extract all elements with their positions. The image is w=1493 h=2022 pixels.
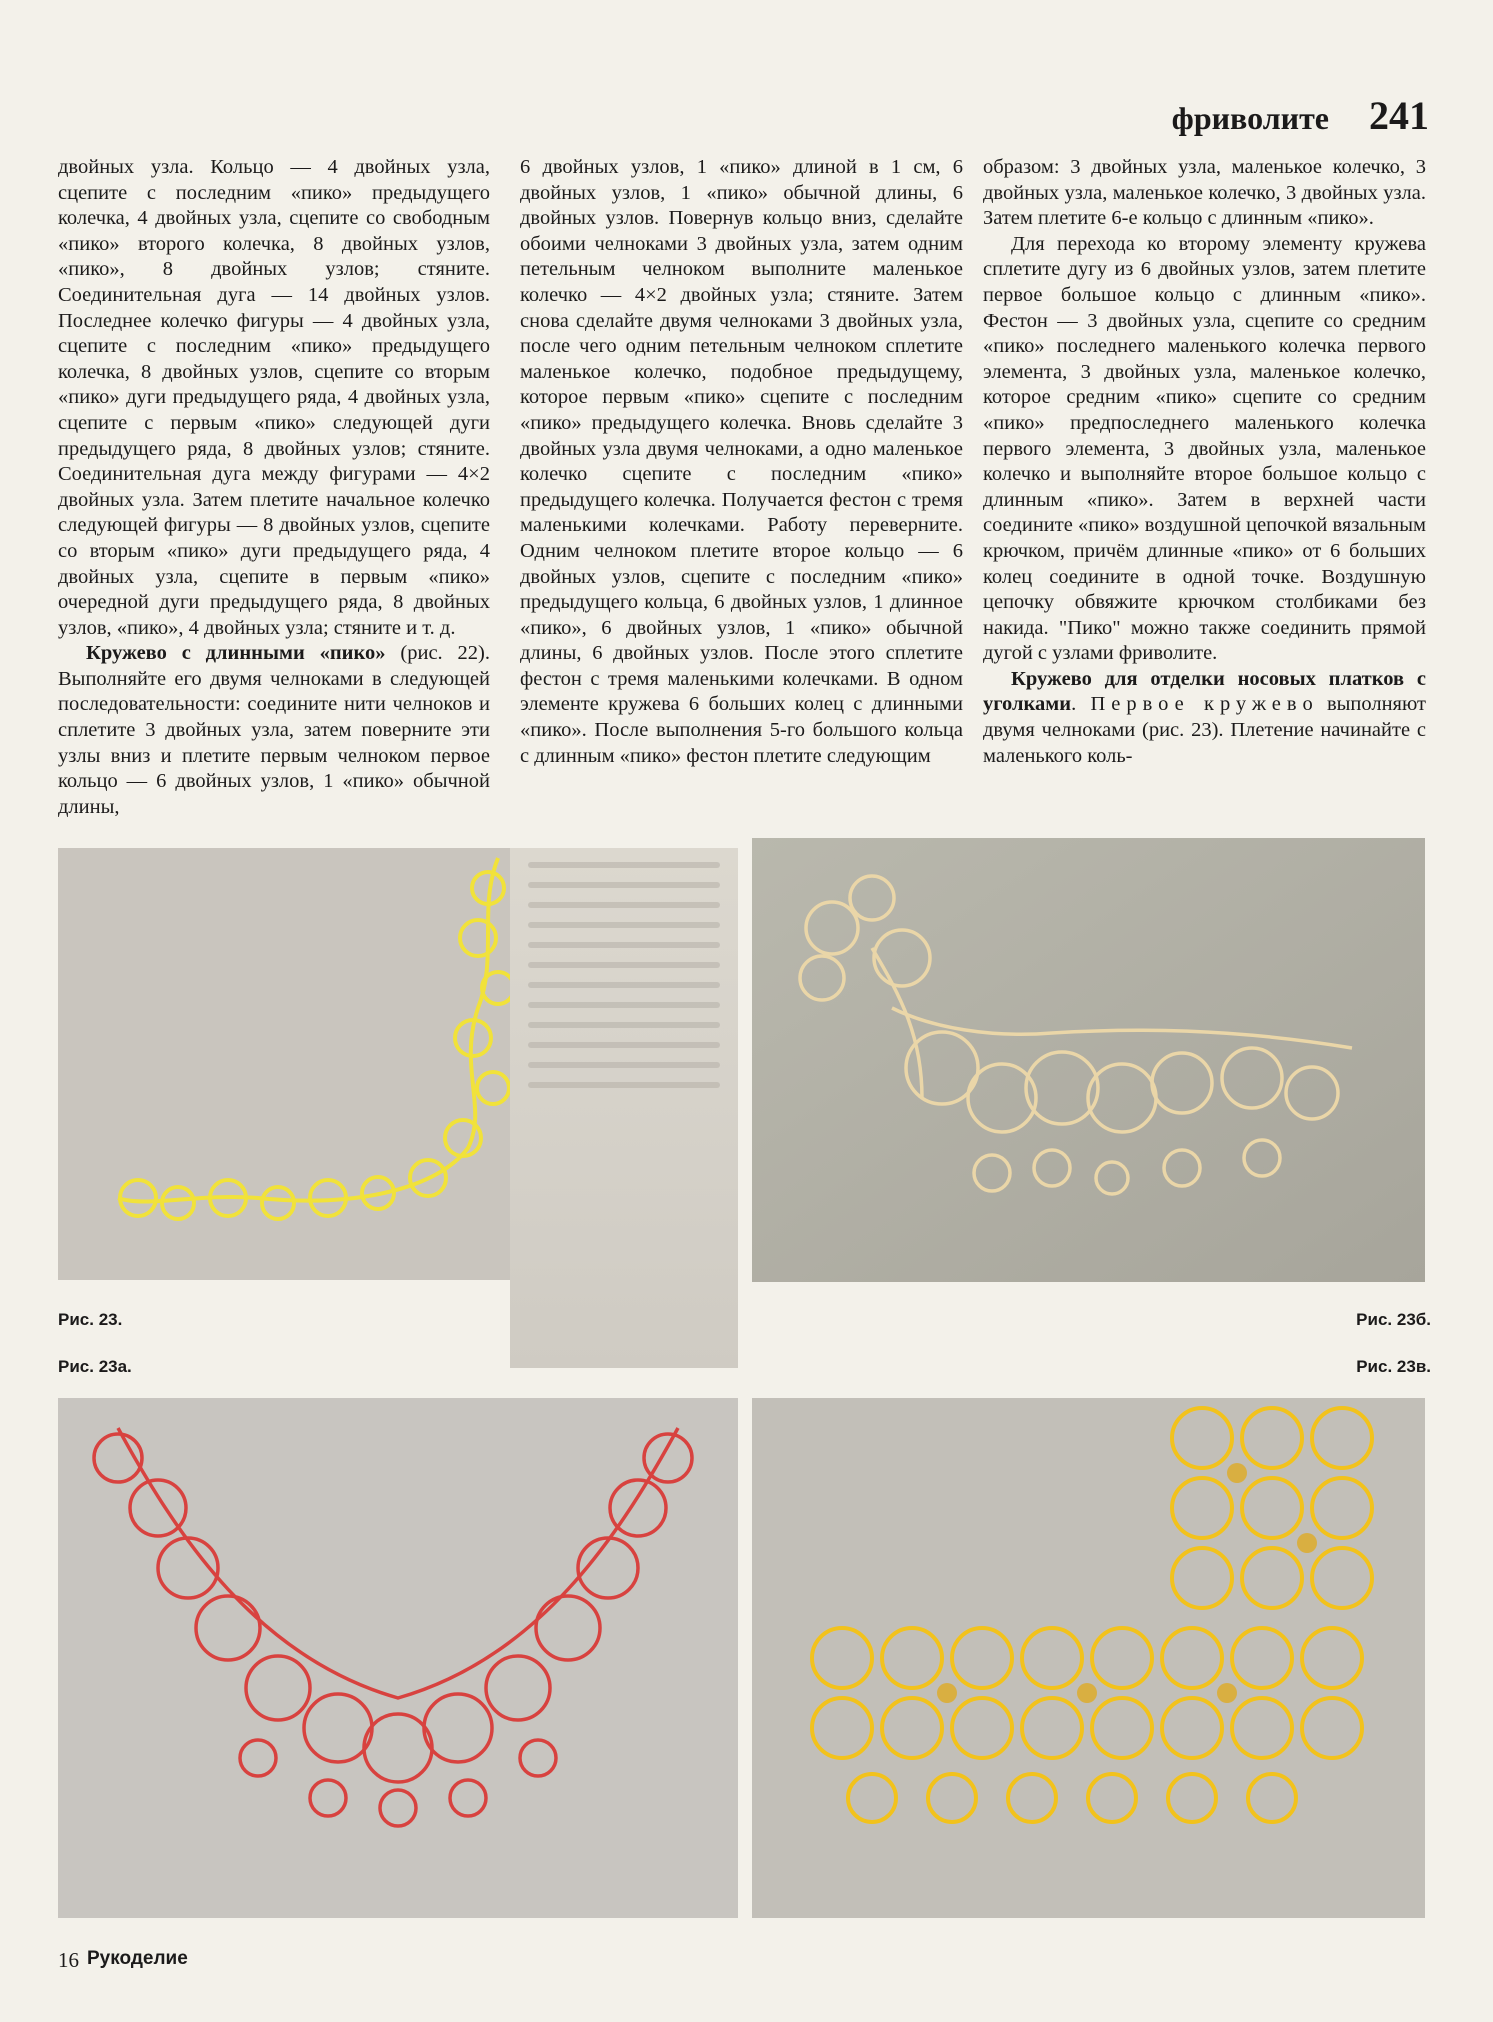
paragraph-text: (рис. 22). Выполняйте его двумя челноками в следующей последовательности: соедините нити челноков и сплетите 3 двойных узла, затем поверните эти узлы вниз и плетите первым челноком первое кольцо — 6 двойных узлов, 1 «пико» обычной длины, [58,642,490,818]
page-number: 241 [1369,93,1429,138]
text-column-2 [520,155,963,769]
footer-page-number: 16 [58,1948,79,1972]
paragraph: 6 двойных узлов, 1 «пико» длиной в 1 см, 6 двойных узлов, 1 «пико» обычной длины, 6 двойных узлов. Повернув кольцо вниз, сделайте обоими челноками 3 двойных узла, затем одним петельным челноком выполните маленькое колечко — 4×2 двойных узла; стяните. Затем снова сделайте двумя челноками 3 двойных узла, после чего одним петельным челноком сплетите маленькое колечко, подобное предыдущему, которое первым «пико» сцепите с последним «пико» предыдущего колечка. Вновь сделайте 3 двойных узла двумя челноками, а одно маленькое колечко сцепите с последним «пико» предыдущего колечка. Получается фестон с тремя маленькими колечками. Работу переверните. Одним челноком плетите второе кольцо — 6 двойных узлов, сцепите с последним «пико» предыдущего кольца, 6 двойных узлов, 1 длинное «пико», 6 двойных узлов, 1 «пико» обычной длины, 6 двойных узлов. После этого сплетите фестон с тремя маленькими колечками. В одном элементе кружева 6 больших колец с длинными «пико». После выполнения 5-го большого кольца с длинным «пико» фестон плетите следующим [520,156,963,767]
page-footer [58,1948,188,1973]
text-column-3 [983,155,1426,769]
paragraph [983,667,1426,769]
figure-23-image [58,848,520,1280]
figure-23b-image [752,838,1425,1282]
figure-caption: Рис. 23б. [1356,1310,1431,1329]
figure-caption: Рис. 23в. [1356,1357,1431,1376]
faded-background-area [510,848,738,1368]
magazine-name: Рукоделие [87,1948,188,1969]
spaced-text: Первое кружево [1076,693,1319,716]
figure-23v-image [752,1398,1425,1918]
figure-caption: Рис. 23. [58,1310,123,1329]
section-title: фриволите [1171,100,1329,136]
paragraph: двойных узла. Кольцо — 4 двойных узла, сцепите с последним «пико» предыдущего колечка, 4 двойных узла, сцепите со свободным «пико» второго колечка, 8 двойных узлов, «пико», 8 двойных узлов; стяните. Соединительная дуга — 14 двойных узлов. Последнее колечко фигуры — 4 двойных узла, сцепите с последним «пико» предыдущего колечка, 8 двойных узлов, сцепите со вторым «пико» дуги предыдущего ряда, 4 двойных узла, сцепите с первым «пико» следующей дуги предыдущего ряда, 8 двойных узлов; стяните. Соединительная дуга между фигурами — 4×2 двойных узла. Затем плетите начальное колечко следующей фигуры — 8 двойных узлов, сцепите со вторым «пико» дуги предыдущего ряда, 4 двойных узла, сцепите в первым «пико» очередной дуги предыдущего ряда, 8 двойных узлов, «пико», 4 двойных узла; стяните и т. д. [58,156,490,639]
page-header [1172,92,1429,139]
paragraph: Для перехода ко второму элементу кружева сплетите дугу из 6 двойных узлов, затем плетите первое большое кольцо с длинным «пико». Фестон — 3 двойных узла, сцепите со средним «пико» последнего маленького колечка первого элемента, 3 двойных узла, маленькое колечко, которое средним «пико» сцепите со средним «пико» предпоследнего маленького колечка первого элемента, 3 двойных узла, маленькое колечко и выполняйте второе большое кольцо с длинным «пико». Затем в верхней части соедините «пико» воздушной цепочкой вязальным крючком, причём длинные «пико» от 6 больших колец соедините в одной точке. Воздушную цепочку обвяжите крючком столбиками без накида. "Пико" можно также соединить прямой дугой с узлами фриволите. [983,232,1426,665]
punctuation: . [1071,693,1077,716]
subheading: Кружево для отделки носовых платков с уголками [983,667,1426,716]
paragraph: образом: 3 двойных узла, маленькое колечко, 3 двойных узла, маленькое колечко, 3 двойных узла. Затем плетите 6-е кольцо с длинным «пико». [983,156,1426,230]
subheading: Кружево с длинными «пико» [86,642,386,665]
figure-23a-image [58,1398,738,1918]
paragraph [58,641,490,820]
paragraph-text: выполняют двумя челноками (рис. 23). Плетение начинайте с маленького коль- [983,693,1426,767]
figure-caption: Рис. 23а. [58,1357,132,1376]
text-column-1 [58,155,490,820]
